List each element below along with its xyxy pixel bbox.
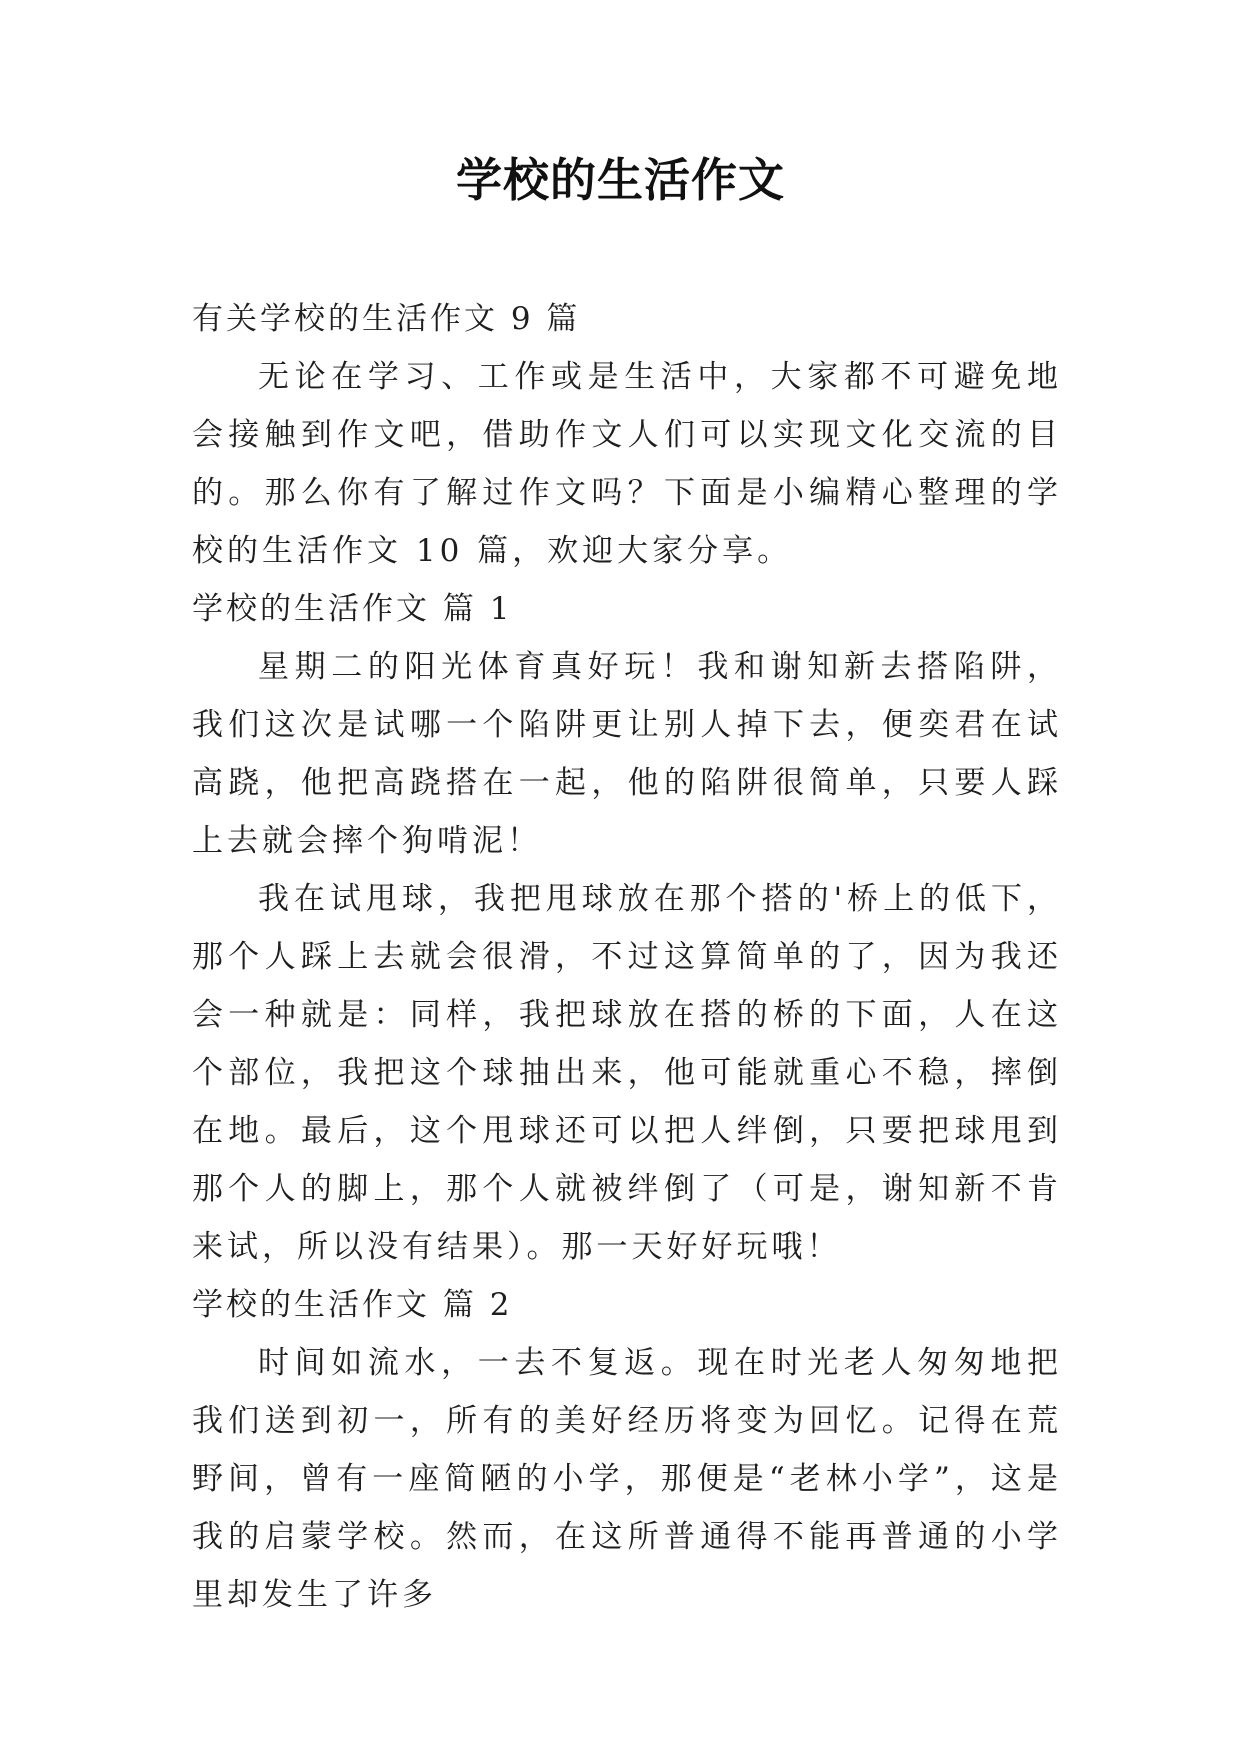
section-heading-1: 学校的生活作文 篇 1 bbox=[192, 591, 513, 627]
section-2-paragraph-1: 时间如流水，一去不复返。现在时光老人匆匆地把我们送到初一，所有的美好经历将变为回忆。记得在荒野间，曾有一座简陋的小学，那便是“老林小学”，这是我的启蒙学校。然而，在这所普通得不能再普通的小学里却发生了许多 bbox=[192, 1345, 1062, 1613]
document-title: 学校的生活作文 bbox=[456, 153, 785, 207]
intro-heading: 有关学校的生活作文 9 篇 bbox=[192, 301, 581, 337]
intro-paragraph: 无论在学习、工作或是生活中，大家都不可避免地会接触到作文吧，借助作文人们可以实现文化交流的目的。那么你有了解过作文吗？下面是小编精心整理的学校的生活作文 10 篇，欢迎大家分享。 bbox=[192, 359, 1062, 569]
section-1-paragraph-1: 星期二的阳光体育真好玩！我和谢知新去搭陷阱，我们这次是试哪一个陷阱更让别人掉下去，便奕君在试高跷，他把高跷搭在一起，他的陷阱很简单，只要人踩上去就会摔个狗啃泥！ bbox=[192, 649, 1062, 859]
section-heading-2: 学校的生活作文 篇 2 bbox=[192, 1287, 513, 1323]
document-body bbox=[192, 290, 1062, 1624]
section-1-paragraph-2: 我在试甩球，我把甩球放在那个搭的'桥上的低下，那个人踩上去就会很滑，不过这算简单的了，因为我还会一种就是：同样，我把球放在搭的桥的下面，人在这个部位，我把这个球抽出来，他可能就重心不稳，摔倒在地。最后，这个甩球还可以把人绊倒，只要把球甩到那个人的脚上，那个人就被绊倒了（可是，谢知新不肯来试，所以没有结果）。那一天好好玩哦！ bbox=[192, 881, 1062, 1265]
